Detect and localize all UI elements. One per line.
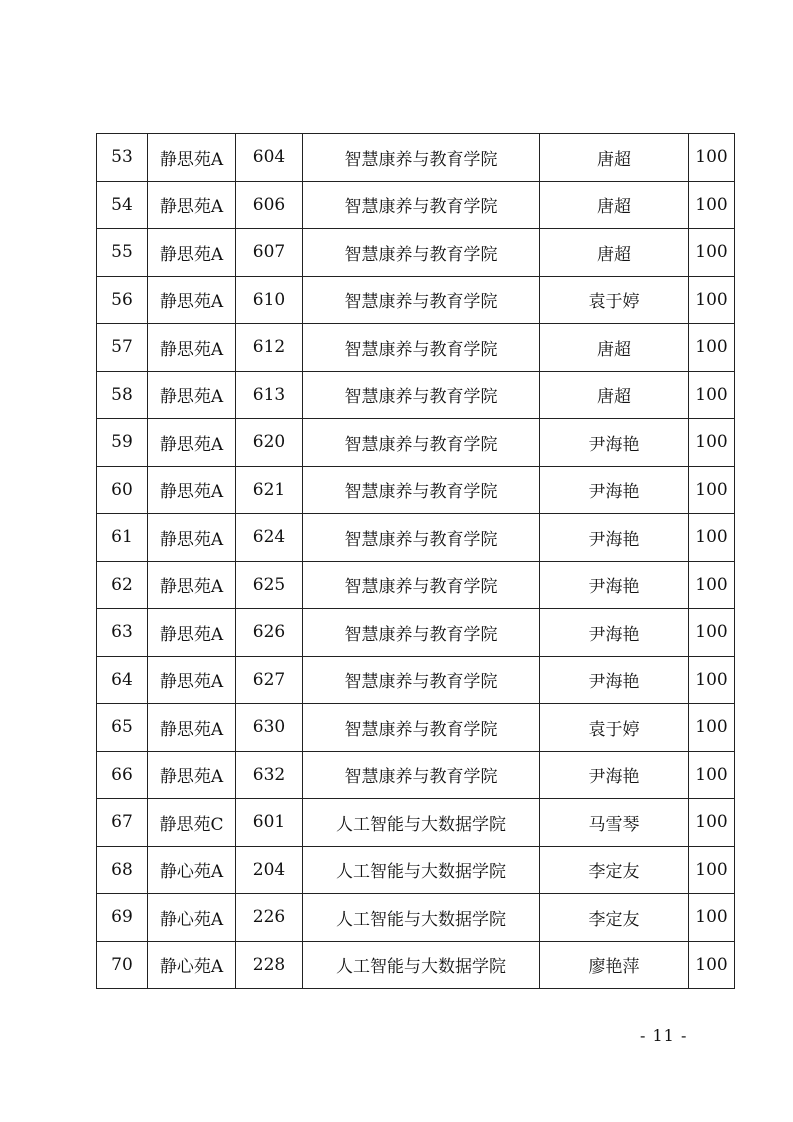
counselor-cell: 廖艳萍 [540,941,689,989]
table-row [97,134,735,182]
score-cell: 100 [689,181,735,229]
college-cell: 智慧康养与教育学院 [303,134,540,182]
building-cell: 静思苑A [148,276,236,324]
score-cell: 100 [689,941,735,989]
building-cell: 静思苑A [148,609,236,657]
counselor-cell: 尹海艳 [540,751,689,799]
counselor-cell: 尹海艳 [540,514,689,562]
row-number-cell: 68 [97,846,148,894]
building-cell: 静思苑A [148,514,236,562]
room-cell: 632 [236,751,303,799]
college-cell: 智慧康养与教育学院 [303,181,540,229]
college-cell: 人工智能与大数据学院 [303,894,540,942]
building-cell: 静思苑A [148,704,236,752]
counselor-cell: 袁于婷 [540,704,689,752]
score-cell: 100 [689,324,735,372]
table-row [97,656,735,704]
score-cell: 100 [689,229,735,277]
counselor-cell: 尹海艳 [540,609,689,657]
room-cell: 604 [236,134,303,182]
table-row [97,324,735,372]
row-number-cell: 66 [97,751,148,799]
table-row [97,846,735,894]
row-number-cell: 67 [97,799,148,847]
building-cell: 静思苑A [148,751,236,799]
score-cell: 100 [689,466,735,514]
college-cell: 智慧康养与教育学院 [303,704,540,752]
row-number-cell: 59 [97,419,148,467]
row-number-cell: 70 [97,941,148,989]
table-body [97,134,735,989]
row-number-cell: 65 [97,704,148,752]
table-row [97,371,735,419]
college-cell: 人工智能与大数据学院 [303,846,540,894]
room-cell: 612 [236,324,303,372]
college-cell: 智慧康养与教育学院 [303,229,540,277]
table-row [97,514,735,562]
counselor-cell: 尹海艳 [540,561,689,609]
row-number-cell: 69 [97,894,148,942]
table-row [97,704,735,752]
room-cell: 626 [236,609,303,657]
building-cell: 静心苑A [148,894,236,942]
counselor-cell: 尹海艳 [540,466,689,514]
building-cell: 静思苑A [148,419,236,467]
building-cell: 静思苑A [148,181,236,229]
college-cell: 智慧康养与教育学院 [303,561,540,609]
building-cell: 静思苑A [148,134,236,182]
college-cell: 人工智能与大数据学院 [303,941,540,989]
room-cell: 627 [236,656,303,704]
building-cell: 静心苑A [148,846,236,894]
room-cell: 620 [236,419,303,467]
score-cell: 100 [689,419,735,467]
table-row [97,419,735,467]
college-cell: 智慧康养与教育学院 [303,276,540,324]
room-cell: 607 [236,229,303,277]
score-cell: 100 [689,609,735,657]
building-cell: 静心苑A [148,941,236,989]
table-row [97,181,735,229]
counselor-cell: 袁于婷 [540,276,689,324]
table-row [97,751,735,799]
room-cell: 621 [236,466,303,514]
building-cell: 静思苑A [148,466,236,514]
room-cell: 228 [236,941,303,989]
room-cell: 610 [236,276,303,324]
dormitory-score-table [96,133,735,989]
score-cell: 100 [689,561,735,609]
row-number-cell: 58 [97,371,148,419]
row-number-cell: 63 [97,609,148,657]
score-cell: 100 [689,799,735,847]
college-cell: 智慧康养与教育学院 [303,514,540,562]
row-number-cell: 56 [97,276,148,324]
counselor-cell: 李定友 [540,846,689,894]
counselor-cell: 唐超 [540,371,689,419]
score-cell: 100 [689,514,735,562]
counselor-cell: 马雪琴 [540,799,689,847]
score-cell: 100 [689,704,735,752]
table-row [97,466,735,514]
building-cell: 静思苑A [148,371,236,419]
counselor-cell: 尹海艳 [540,419,689,467]
room-cell: 630 [236,704,303,752]
counselor-cell: 唐超 [540,134,689,182]
table-row [97,941,735,989]
table-row [97,229,735,277]
college-cell: 智慧康养与教育学院 [303,609,540,657]
score-cell: 100 [689,371,735,419]
counselor-cell: 李定友 [540,894,689,942]
building-cell: 静思苑A [148,229,236,277]
college-cell: 智慧康养与教育学院 [303,371,540,419]
college-cell: 智慧康养与教育学院 [303,324,540,372]
row-number-cell: 57 [97,324,148,372]
row-number-cell: 62 [97,561,148,609]
score-cell: 100 [689,751,735,799]
score-cell: 100 [689,894,735,942]
building-cell: 静思苑A [148,561,236,609]
score-cell: 100 [689,656,735,704]
room-cell: 226 [236,894,303,942]
table-row [97,799,735,847]
counselor-cell: 唐超 [540,324,689,372]
table-row [97,561,735,609]
row-number-cell: 55 [97,229,148,277]
table-row [97,894,735,942]
row-number-cell: 64 [97,656,148,704]
score-cell: 100 [689,846,735,894]
building-cell: 静思苑C [148,799,236,847]
college-cell: 智慧康养与教育学院 [303,656,540,704]
room-cell: 624 [236,514,303,562]
room-cell: 606 [236,181,303,229]
college-cell: 智慧康养与教育学院 [303,419,540,467]
room-cell: 601 [236,799,303,847]
row-number-cell: 61 [97,514,148,562]
counselor-cell: 尹海艳 [540,656,689,704]
row-number-cell: 60 [97,466,148,514]
table-row [97,609,735,657]
page-number: - 11 - [640,1026,688,1045]
room-cell: 613 [236,371,303,419]
score-cell: 100 [689,276,735,324]
college-cell: 智慧康养与教育学院 [303,751,540,799]
table-row [97,276,735,324]
row-number-cell: 53 [97,134,148,182]
counselor-cell: 唐超 [540,229,689,277]
college-cell: 智慧康养与教育学院 [303,466,540,514]
college-cell: 人工智能与大数据学院 [303,799,540,847]
counselor-cell: 唐超 [540,181,689,229]
room-cell: 625 [236,561,303,609]
room-cell: 204 [236,846,303,894]
row-number-cell: 54 [97,181,148,229]
score-cell: 100 [689,134,735,182]
building-cell: 静思苑A [148,656,236,704]
building-cell: 静思苑A [148,324,236,372]
